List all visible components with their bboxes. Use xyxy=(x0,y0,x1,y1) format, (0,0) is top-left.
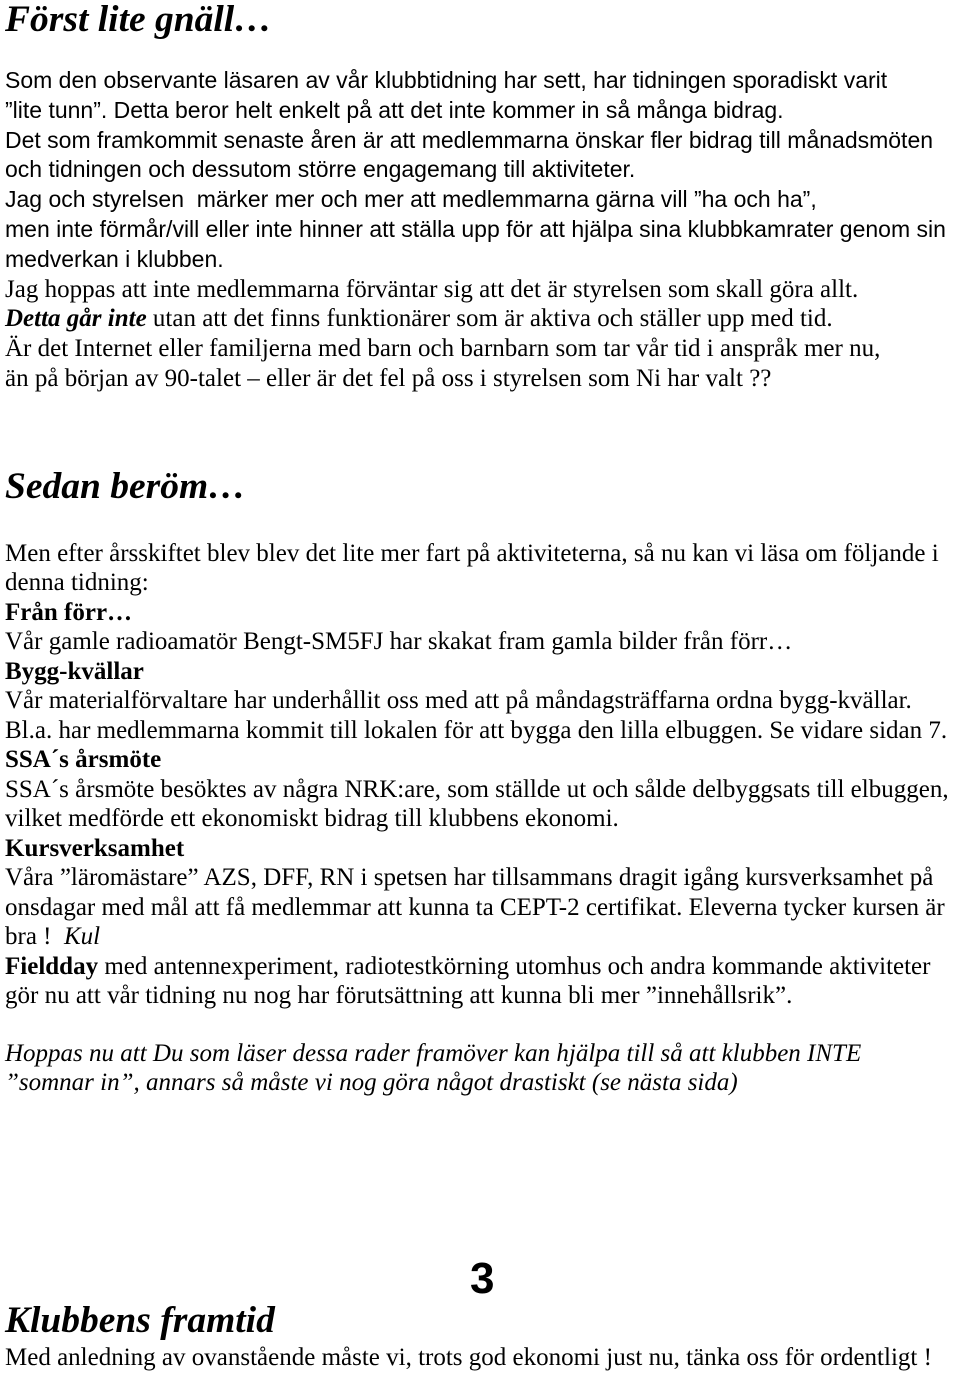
text-line: Det som framkommit senaste åren är att medlemmarna önskar fler bidrag till månadsmöten xyxy=(5,126,934,153)
subheading-fran-forr: Från förr… xyxy=(5,598,133,626)
section-heading-future: Klubbens framtid xyxy=(5,1300,275,1341)
text-line: vilket medförde ett ekonomiskt bidrag till klubbens ekonomi. xyxy=(5,805,619,833)
text-line: och tidningen och dessutom större engagemang till aktiviteter. xyxy=(5,156,636,183)
text-line: Jag och styrelsen märker mer och mer att medlemmarna gärna vill ”ha och ha”, xyxy=(5,186,817,213)
text-line xyxy=(5,952,949,981)
subheading-ssa-arsmote: SSA´s årsmöte xyxy=(5,746,162,774)
emphasis-text: Kul xyxy=(64,923,101,951)
section-intro-body xyxy=(5,66,946,394)
text-line: ”lite tunn”. Detta beror helt enkelt på att det inte kommer in så många bidrag. xyxy=(5,96,784,123)
text-line: ”somnar in”, annars så måste vi nog göra något drastiskt (se nästa sida) xyxy=(5,1069,738,1097)
line-text: utan att det finns funktionärer som är aktiva och ställer upp med tid. xyxy=(146,305,833,333)
text-line: men inte förmår/vill eller inte hinner att ställa upp för att hjälpa sina klubbkamrater genom sin xyxy=(5,215,946,242)
text-line: Med anledning av ovanstående måste vi, trots god ekonomi just nu, tänka oss för ordentligt ! xyxy=(5,1344,932,1371)
closing-appeal xyxy=(5,1039,861,1098)
page-number: 3 xyxy=(470,1254,495,1303)
subheading-fieldday: Fieldday xyxy=(5,952,99,980)
emphasis-text: Detta går inte xyxy=(5,305,147,333)
section-praise-body xyxy=(5,539,949,1011)
text-line: denna tidning: xyxy=(5,569,149,597)
text-line xyxy=(5,922,949,951)
line-text: med antennexperiment, radiotestkörning utomhus och andra kommande aktiviteter xyxy=(98,952,931,980)
text-line: Är det Internet eller familjerna med barn och barnbarn som tar vår tid i anspråk mer nu, xyxy=(5,335,881,363)
text-line: gör nu att vår tidning nu nog har förutsättning att kunna bli mer ”innehållsrik”. xyxy=(5,982,793,1010)
section-heading-intro: Först lite gnäll… xyxy=(5,0,272,40)
subheading-bygg-kvallar: Bygg-kvällar xyxy=(5,657,144,685)
text-line: än på början av 90-talet – eller är det fel på oss i styrelsen som Ni har valt ?? xyxy=(5,364,772,392)
text-line: Som den observante läsaren av vår klubbtidning har sett, har tidningen sporadiskt varit xyxy=(5,67,888,93)
text-line: onsdagar med mål att få medlemmar att kunna ta CEPT-2 certifikat. Eleverna tycker kursen är xyxy=(5,893,945,921)
text-line: Bl.a. har medlemmarna kommit till lokalen för att bygga den lilla elbuggen. Se vidare sidan 7. xyxy=(5,716,948,744)
text-line: Men efter årsskiftet blev blev det lite mer fart på aktiviteterna, så nu kan vi läsa om följande i xyxy=(5,540,939,567)
text-line xyxy=(5,304,946,334)
subheading-kursverksamhet: Kursverksamhet xyxy=(5,834,185,862)
text-line: Vår gamle radioamatör Bengt-SM5FJ har skakat fram gamla bilder från förr… xyxy=(5,628,793,656)
text-line: Hoppas nu att Du som läser dessa rader framöver kan hjälpa till så att klubben INTE xyxy=(5,1040,862,1067)
text-line: Våra ”läromästare” AZS, DFF, RN i spetsen har tillsammans dragit igång kursverksamhet på xyxy=(5,864,934,892)
section-heading-praise: Sedan beröm… xyxy=(5,466,246,507)
text-line: Jag hoppas att inte medlemmarna förväntar sig att det är styrelsen som skall göra allt. xyxy=(5,275,859,303)
text-line: SSA´s årsmöte besöktes av några NRK:are, som ställde ut och sålde delbyggsats till elbuggen, xyxy=(5,775,949,803)
text-line: Vår materialförvaltare har underhållit oss med att på måndagsträffarna ordna bygg-kvällar. xyxy=(5,687,912,715)
section-future-body xyxy=(5,1345,932,1371)
text-line: medverkan i klubben. xyxy=(5,245,224,272)
line-text: bra ! xyxy=(5,923,64,951)
